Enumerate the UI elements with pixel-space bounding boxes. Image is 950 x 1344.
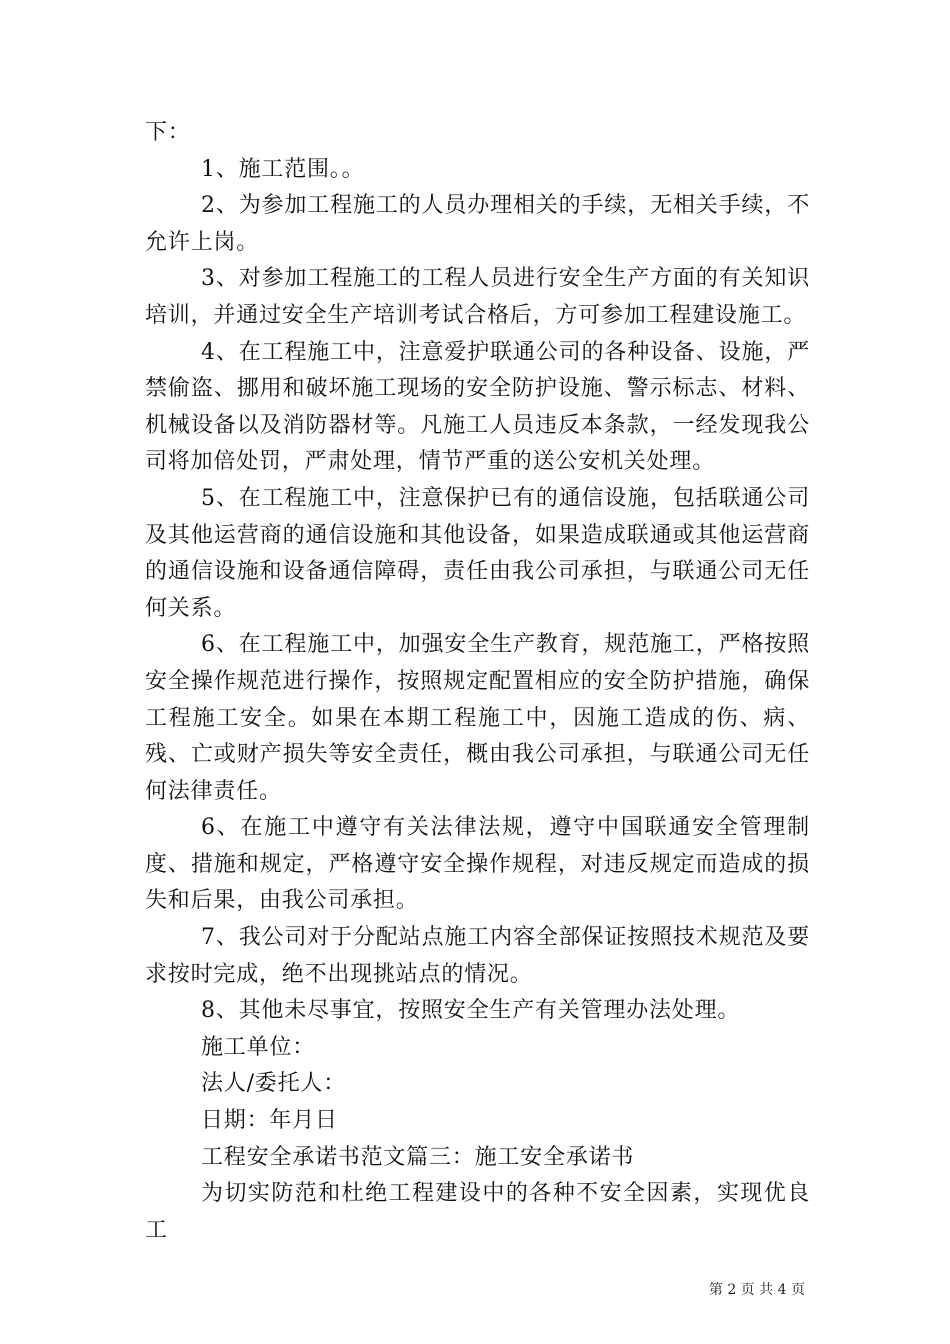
paragraph-8: 7、我公司对于分配站点施工内容全部保证按照技术规范及要求按时完成，绝不出现挑站点的情况。: [145, 925, 810, 987]
section-heading: 工程安全承诺书范文篇三：施工安全承诺书: [201, 1144, 635, 1170]
paragraph-0: 下：: [145, 120, 191, 145]
paragraph-14: 为切实防范和杜绝工程建设中的各种不安全因素，实现优良工: [145, 1181, 810, 1243]
document-body: [145, 115, 810, 1249]
paragraph-7: 6、在施工中遵守有关法律法规，遵守中国联通安全管理制度、措施和规定，严格遵守安全操作规程，对违反规定而造成的损失和后果，由我公司承担。: [145, 815, 810, 914]
paragraph-2: 2、为参加工程施工的人员办理相关的手续，无相关手续，不允许上岗。: [145, 193, 810, 255]
paragraph-1: 1、施工范围。。: [201, 156, 365, 182]
paragraph-3: 3、对参加工程施工的工程人员进行安全生产方面的有关知识培训，并通过安全生产培训考试合格后，方可参加工程建设施工。: [145, 266, 810, 328]
signature-unit-label: 施工单位：: [201, 1034, 316, 1060]
paragraph-6: 6、在工程施工中，加强安全生产教育，规范施工，严格按照安全操作规范进行操作，按照规定配置相应的安全防护措施，确保工程施工安全。如果在本期工程施工中，因施工造成的伤、病、残、亡或财产损失等安全责任，概由我公司承担，与联通公司无任何法律责任。: [145, 632, 810, 804]
paragraph-9: 8、其他未尽事宜，按照安全生产有关管理办法处理。: [201, 998, 741, 1024]
paragraph-4: 4、在工程施工中，注意爱护联通公司的各种设备、设施，严禁偷盗、挪用和破坏施工现场的安全防护设施、警示标志、材料、机械设备以及消防器材等。凡施工人员违反本条款，一经发现我公司将加倍处罚，严肃处理，情节严重的送公安机关处理。: [145, 339, 810, 475]
signature-representative-label: 法人/委托人：: [201, 1071, 347, 1097]
paragraph-5: 5、在工程施工中，注意保护已有的通信设施，包括联通公司及其他运营商的通信设施和其他设备，如果造成联通或其他运营商的通信设施和设备通信障碍，责任由我公司承担，与联通公司无任何关系。: [145, 485, 810, 621]
signature-date-label: 日期：年月日: [201, 1108, 338, 1134]
page-number-footer: 第 2 页 共 4 页: [708, 1282, 805, 1298]
